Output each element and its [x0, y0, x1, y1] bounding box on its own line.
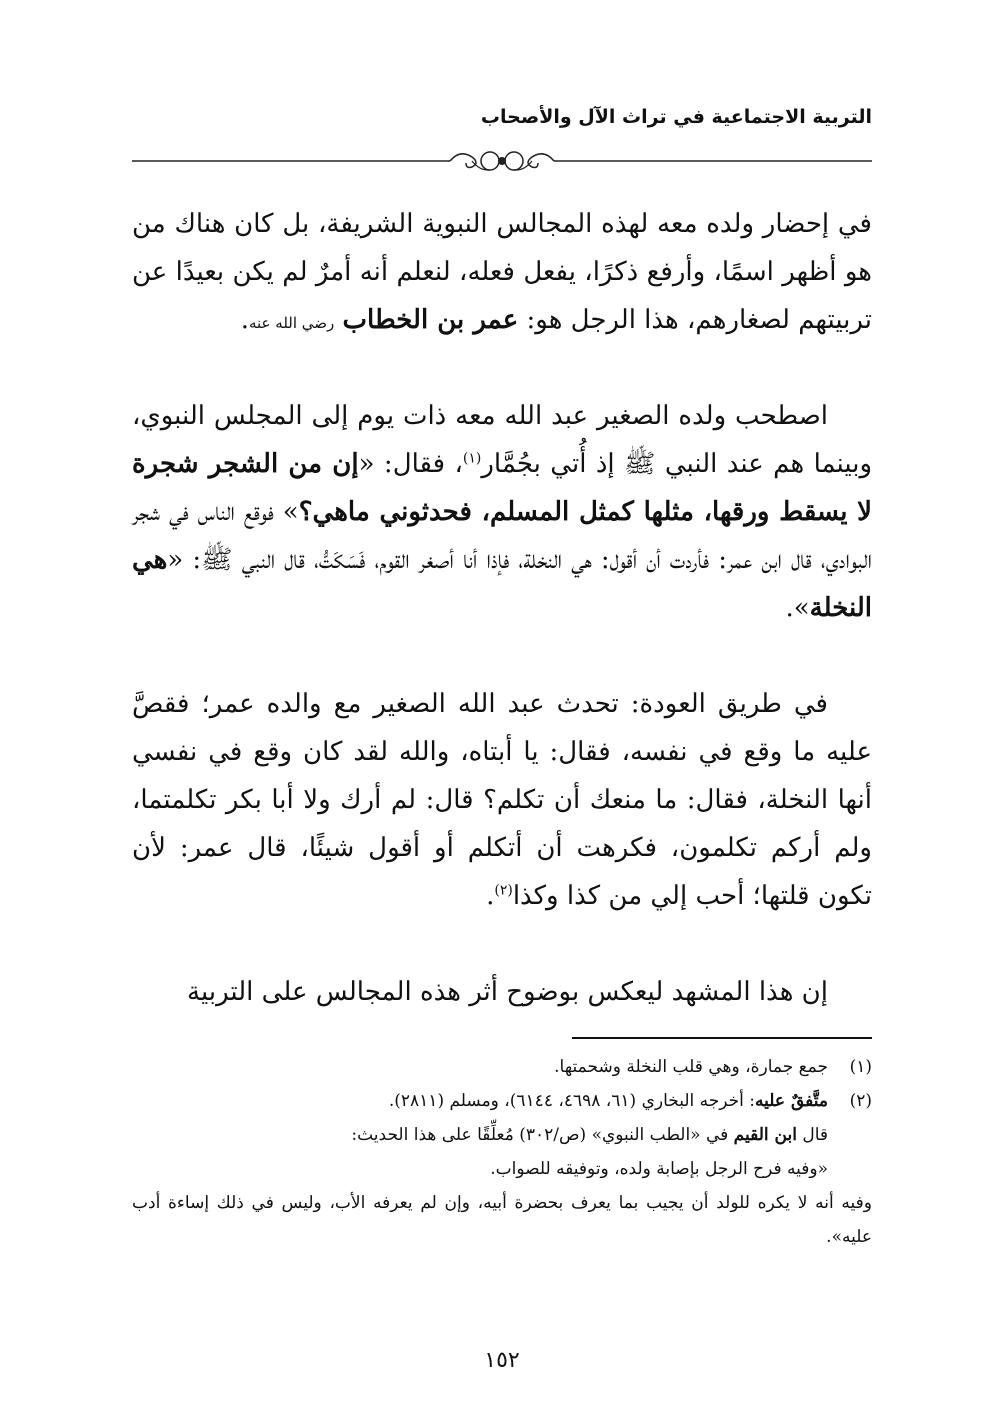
footnote-ref-2: (٢)	[494, 882, 513, 899]
header-ornament	[132, 146, 872, 176]
p1-end: .	[240, 305, 249, 335]
p3-end: .	[486, 881, 495, 911]
footnote-1-text: جمع جمارة، وهي قلب النخلة وشحمتها.	[554, 1057, 828, 1077]
p1-text: في إحضار ولده معه لهذه المجالس النبوية الشريفة، بل كان هناك من هو أظهر اسمًا، وأرفع ذكرًا، يفعل فعله، لنعلم أنه أمرٌ لم يكن بعيدًا عن تربيتهم لصغارهم، هذا الرجل هو:	[132, 209, 872, 335]
footnote-2-l2-bold: ابن القيم	[733, 1125, 797, 1145]
paragraph-1	[132, 200, 872, 347]
p3-a: في طريق العودة: تحدث عبد الله الصغير مع والده عمر؛ فقصَّ عليه ما وقع في نفسه، فقال: يا أبتاه، والله لقد كان وقع في نفسي أنها النخلة، فقال: ما منعك أن تكلم؟ قال: لم أرك ولا أبا بكر تكلمتما، ولم أركم تكلمون، فكرهت أن أتكلم أو أقول شيئًا، قال عمر: لأن تكون قلتها؛ أحب إلي من كذا وكذا	[132, 689, 873, 911]
footnote-ref-1: (١)	[462, 450, 482, 467]
paragraph-2	[132, 392, 872, 632]
footnote-2-bold: متَّفقٌ عليه	[755, 1091, 828, 1111]
p1-honorific: رضي الله عنه	[248, 314, 335, 332]
footnote-2	[132, 1084, 872, 1118]
running-header: التربية الاجتماعية في تراث الآل والأصحاب	[480, 106, 872, 128]
footnote-1	[132, 1050, 872, 1084]
paragraph-4	[132, 968, 872, 1016]
paragraph-3	[132, 680, 872, 920]
footnote-2-l2-b: في «الطب النبوي» (ص/٣٠٢) مُعلِّقًا على هذا الحديث:	[351, 1125, 734, 1145]
footnote-2-line-4: وفيه أنه لا يكره للولد أن يجيب بما يعرف بحضرة أبيه، وإن لم يعرفه الأب، وليس في ذلك إساءة أدب عليه».	[132, 1193, 872, 1247]
hadith-quote: إن من الشجر شجرة لا يسقط ورقها، مثلها كمثل المسلم، فحدثوني ماهي؟	[132, 449, 872, 527]
p2-d: ».	[785, 593, 810, 623]
footnote-2-line-2	[132, 1118, 872, 1152]
p2-b: ، فقال: «	[358, 449, 463, 479]
page-number: ١٥٢	[484, 1348, 520, 1373]
hadith-answer: هي النخلة	[132, 545, 872, 623]
footnote-separator	[572, 1037, 872, 1039]
footnote-2-text: : أخرجه البخاري (٦١، ٤٦٩٨، ٦١٤٤)، ومسلم (٢٨١١).	[388, 1091, 756, 1111]
footnote-2-l2-a: قال	[796, 1125, 828, 1145]
p2-c: » فوقع الناس في شجر البوادي، قال ابن عمر: فأردت أن أقول: هي النخلة، فإذا أنا أصغر القوم، فَسَكَتُّ، قال النبي ﷺ: «	[132, 497, 872, 575]
footnote-1-number: (١)	[849, 1057, 872, 1077]
footnote-2-number: (٢)	[849, 1091, 872, 1111]
p2-a: اصطحب ولده الصغير عبد الله معه ذات يوم إلى المجلس النبوي، وبينما هم عند النبي ﷺ إذ أُتي بجُمَّار	[132, 401, 873, 479]
footnotes	[132, 1050, 872, 1254]
footnote-2-line-3: «وفيه فرح الرجل بإصابة ولده، وتوفيقه للصواب.	[490, 1159, 828, 1179]
p4-text: إن هذا المشهد ليعكس بوضوح أثر هذه المجالس على التربية	[187, 977, 828, 1007]
p1-name: عمر بن الخطاب	[342, 305, 519, 335]
